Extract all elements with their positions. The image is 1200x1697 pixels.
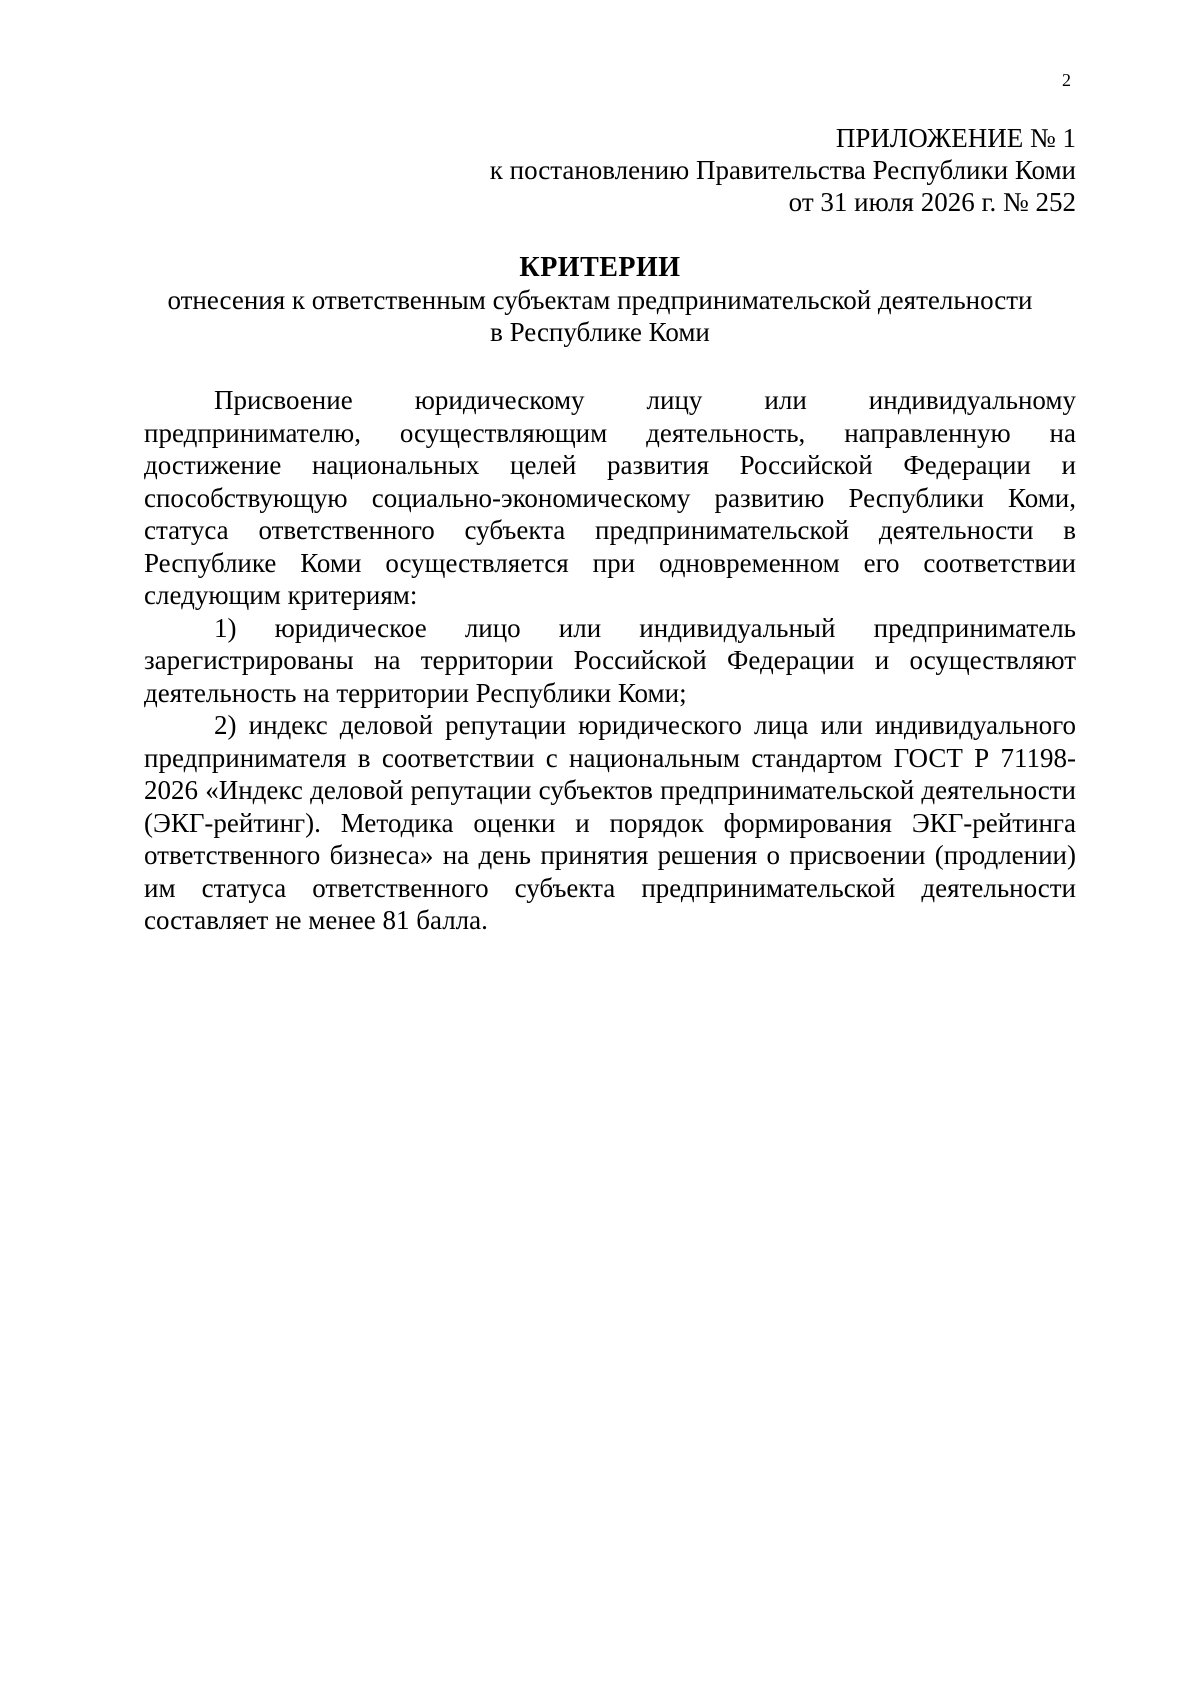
intro-paragraph: Присвоение юридическому лицу или индивидуальному предпринимателю, осуществляющим деятельность, направленную на достижение национальных целей развития Российской Федерации и способствующую социально-экономическому развитию Республики Коми, статуса ответственного субъекта предпринимательской деятельности в Республике Коми осуществляется при одновременном его соответствии следующим критериям:	[144, 385, 1076, 610]
criterion-1: 1) юридическое лицо или индивидуальный предприниматель зарегистрированы на территории Российской Федерации и осуществляют деятельность на территории Республики Коми;	[144, 612, 1076, 708]
document-subtitle-line-2: в Республике Коми	[490, 317, 710, 347]
document-body	[144, 384, 1076, 937]
page-number: 2	[1062, 70, 1071, 90]
document-heading	[100, 252, 1100, 348]
appendix-number: ПРИЛОЖЕНИЕ № 1	[835, 123, 1076, 153]
criterion-2: 2) индекс деловой репутации юридического лица или индивидуального предпринимателя в соответствии с национальным стандартом ГОСТ Р 71198-2026 «Индекс деловой репутации субъектов предпринимательской деятельности (ЭКГ-рейтинг). Методика оценки и порядок формирования ЭКГ-рейтинга ответственного бизнеса» на день принятия решения о присвоении (продлении) им статуса ответственного субъекта предпринимательской деятельности составляет не менее 81 балла.	[144, 710, 1076, 935]
appendix-header	[376, 122, 1076, 218]
appendix-reference: к постановлению Правительства Республики Коми	[489, 155, 1076, 185]
document-title: КРИТЕРИИ	[519, 252, 681, 283]
document-subtitle-line-1: отнесения к ответственным субъектам предпринимательской деятельности	[167, 285, 1033, 315]
appendix-date: от 31 июля 2026 г. № 252	[788, 187, 1076, 217]
